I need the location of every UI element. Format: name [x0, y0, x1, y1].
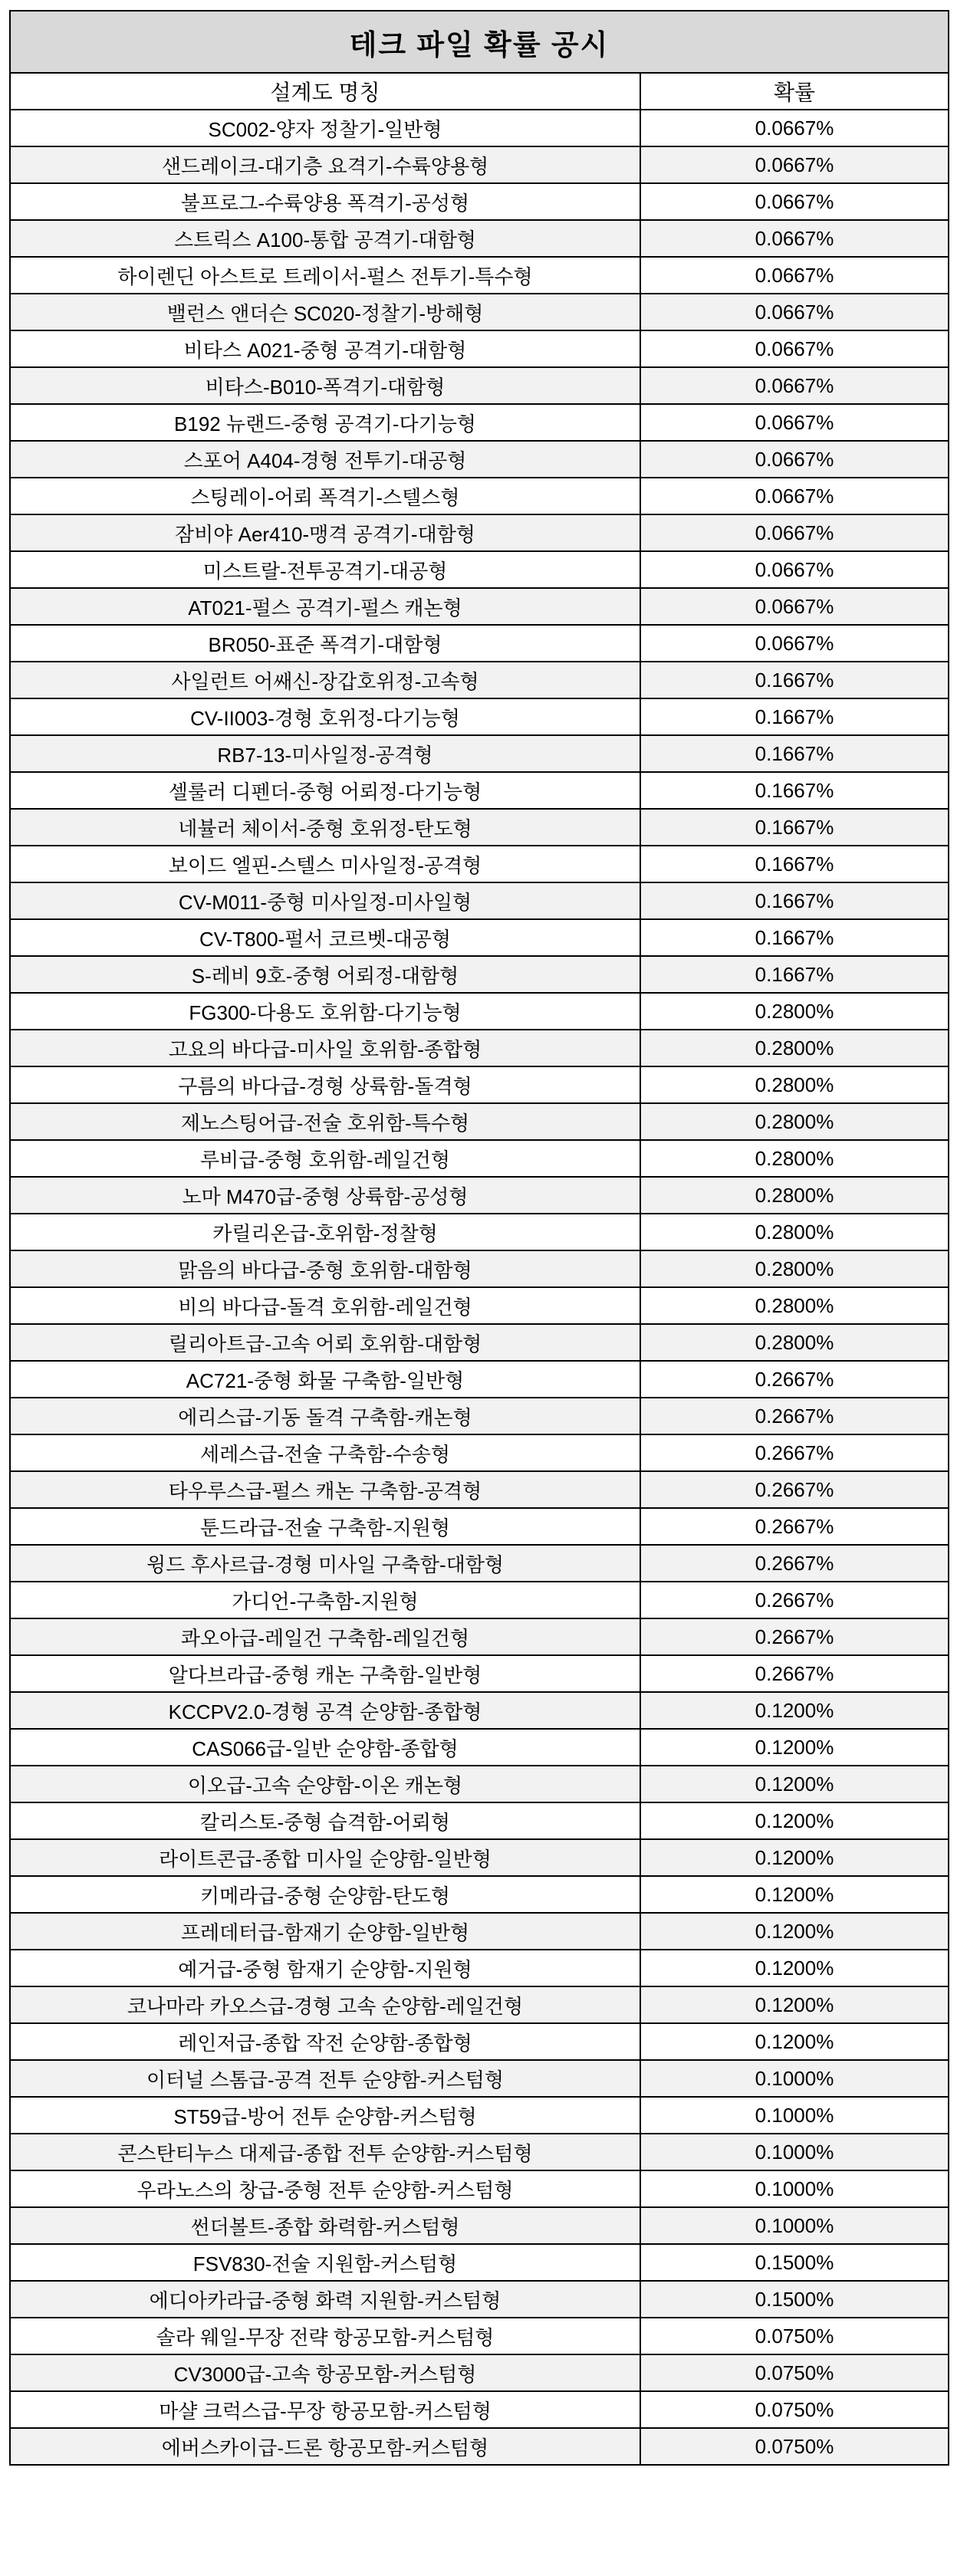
probability-cell: 0.0667% [640, 330, 949, 367]
table-row [10, 625, 949, 662]
column-header-probability: 확률 [640, 73, 949, 110]
table-row [10, 1913, 949, 1950]
blueprint-name-cell: RB7-13-미사일정-공격형 [10, 735, 640, 772]
table-row [10, 919, 949, 956]
blueprint-name-cell: 코나마라 카오스급-경형 고속 순양함-레일건형 [10, 1986, 640, 2023]
probability-cell: 0.0667% [640, 404, 949, 441]
table-row [10, 404, 949, 441]
table-row [10, 809, 949, 846]
probability-cell: 0.1200% [640, 1802, 949, 1839]
table-row [10, 1766, 949, 1802]
probability-cell: 0.1000% [640, 2207, 949, 2244]
blueprint-name-cell: 칼리스토-중형 습격함-어뢰형 [10, 1802, 640, 1839]
table-row [10, 2060, 949, 2097]
probability-cell: 0.2800% [640, 1140, 949, 1177]
probability-cell: 0.2800% [640, 1066, 949, 1103]
blueprint-name-cell: 타우루스급-펄스 캐논 구축함-공격형 [10, 1471, 640, 1508]
blueprint-name-cell: 툰드라급-전술 구축함-지원형 [10, 1508, 640, 1545]
probability-cell: 0.2800% [640, 1177, 949, 1214]
probability-cell: 0.2800% [640, 1030, 949, 1066]
probability-cell: 0.0667% [640, 588, 949, 625]
blueprint-name-cell: FG300-다용도 호위함-다기능형 [10, 993, 640, 1030]
table-row [10, 183, 949, 220]
blueprint-name-cell: AT021-펄스 공격기-펄스 캐논형 [10, 588, 640, 625]
probability-cell: 0.0667% [640, 478, 949, 514]
table-row [10, 257, 949, 294]
blueprint-name-cell: SC002-양자 정찰기-일반형 [10, 110, 640, 146]
probability-cell: 0.1667% [640, 956, 949, 993]
blueprint-name-cell: 키메라급-중형 순양함-탄도형 [10, 1876, 640, 1913]
table-row [10, 1030, 949, 1066]
blueprint-name-cell: 제노스팅어급-전술 호위함-특수형 [10, 1103, 640, 1140]
table-row [10, 1471, 949, 1508]
probability-cell: 0.2800% [640, 1103, 949, 1140]
probability-cell: 0.2800% [640, 1214, 949, 1250]
table-row [10, 1986, 949, 2023]
table-row [10, 2170, 949, 2207]
blueprint-name-cell: 라이트콘급-종합 미사일 순양함-일반형 [10, 1839, 640, 1876]
probability-cell: 0.1200% [640, 1729, 949, 1766]
blueprint-name-cell: 세레스급-전술 구축함-수송형 [10, 1434, 640, 1471]
table-row [10, 1839, 949, 1876]
blueprint-name-cell: 우라노스의 창급-중형 전투 순양함-커스텀형 [10, 2170, 640, 2207]
probability-cell: 0.1667% [640, 772, 949, 809]
probability-cell: 0.0667% [640, 625, 949, 662]
blueprint-name-cell: 마샬 크럭스급-무장 항공모함-커스텀형 [10, 2391, 640, 2428]
table-row [10, 1729, 949, 1766]
blueprint-name-cell: 스포어 A404-경형 전투기-대공형 [10, 441, 640, 478]
table-row [10, 1508, 949, 1545]
table-row [10, 2244, 949, 2281]
probability-cell: 0.2667% [640, 1545, 949, 1582]
blueprint-name-cell: 비의 바다급-돌격 호위함-레일건형 [10, 1287, 640, 1324]
blueprint-name-cell: KCCPV2.0-경형 공격 순양함-종합형 [10, 1692, 640, 1729]
blueprint-name-cell: AC721-중형 화물 구축함-일반형 [10, 1361, 640, 1398]
blueprint-name-cell: 샌드레이크-대기층 요격기-수륙양용형 [10, 146, 640, 183]
probability-cell: 0.0667% [640, 257, 949, 294]
table-row [10, 1582, 949, 1618]
table-row [10, 1066, 949, 1103]
table-row [10, 1140, 949, 1177]
blueprint-name-cell: 구름의 바다급-경형 상륙함-돌격형 [10, 1066, 640, 1103]
probability-cell: 0.1667% [640, 846, 949, 882]
probability-cell: 0.1200% [640, 1876, 949, 1913]
blueprint-name-cell: 셀룰러 디펜더-중형 어뢰정-다기능형 [10, 772, 640, 809]
table-row [10, 1692, 949, 1729]
table-row [10, 1177, 949, 1214]
probability-cell: 0.0667% [640, 441, 949, 478]
probability-cell: 0.2667% [640, 1655, 949, 1692]
blueprint-name-cell: 스팅레이-어뢰 폭격기-스텔스형 [10, 478, 640, 514]
blueprint-name-cell: 미스트랄-전투공격기-대공형 [10, 551, 640, 588]
blueprint-name-cell: 잠비야 Aer410-맹격 공격기-대함형 [10, 514, 640, 551]
table-row [10, 882, 949, 919]
probability-cell: 0.2800% [640, 993, 949, 1030]
blueprint-name-cell: 이오급-고속 순양함-이온 캐논형 [10, 1766, 640, 1802]
blueprint-name-cell: 에디아카라급-중형 화력 지원함-커스텀형 [10, 2281, 640, 2318]
blueprint-name-cell: CV-II003-경형 호위정-다기능형 [10, 698, 640, 735]
table-row [10, 146, 949, 183]
probability-cell: 0.2667% [640, 1398, 949, 1434]
probability-cell: 0.0667% [640, 183, 949, 220]
blueprint-name-cell: 에버스카이급-드론 항공모함-커스텀형 [10, 2428, 640, 2465]
blueprint-name-cell: 레인저급-종합 작전 순양함-종합형 [10, 2023, 640, 2060]
blueprint-name-cell: 고요의 바다급-미사일 호위함-종합형 [10, 1030, 640, 1066]
blueprint-name-cell: 릴리아트급-고속 어뢰 호위함-대함형 [10, 1324, 640, 1361]
table-row [10, 698, 949, 735]
probability-cell: 0.1000% [640, 2170, 949, 2207]
blueprint-name-cell: CV-T800-펄서 코르벳-대공형 [10, 919, 640, 956]
table-row [10, 551, 949, 588]
blueprint-name-cell: 솔라 웨일-무장 전략 항공모함-커스텀형 [10, 2318, 640, 2354]
probability-table [9, 10, 949, 2466]
probability-cell: 0.1000% [640, 2097, 949, 2134]
probability-cell: 0.1200% [640, 1950, 949, 1986]
table-row [10, 110, 949, 146]
probability-cell: 0.0667% [640, 146, 949, 183]
table-row [10, 2428, 949, 2465]
probability-cell: 0.1200% [640, 1692, 949, 1729]
probability-cell: 0.1667% [640, 735, 949, 772]
blueprint-name-cell: CV-M011-중형 미사일정-미사일형 [10, 882, 640, 919]
blueprint-name-cell: 콘스탄티누스 대제급-종합 전투 순양함-커스텀형 [10, 2134, 640, 2170]
table-row [10, 2318, 949, 2354]
blueprint-name-cell: BR050-표준 폭격기-대함형 [10, 625, 640, 662]
table-row [10, 478, 949, 514]
blueprint-name-cell: 루비급-중형 호위함-레일건형 [10, 1140, 640, 1177]
blueprint-name-cell: 노마 M470급-중형 상륙함-공성형 [10, 1177, 640, 1214]
table-row [10, 735, 949, 772]
table-row [10, 846, 949, 882]
blueprint-name-cell: 불프로그-수륙양용 폭격기-공성형 [10, 183, 640, 220]
table-row [10, 1214, 949, 1250]
probability-cell: 0.1667% [640, 662, 949, 698]
probability-cell: 0.0667% [640, 110, 949, 146]
probability-cell: 0.2667% [640, 1582, 949, 1618]
probability-cell: 0.1000% [640, 2060, 949, 2097]
probability-cell: 0.2800% [640, 1324, 949, 1361]
blueprint-name-cell: 하이렌딘 아스트로 트레이서-펄스 전투기-특수형 [10, 257, 640, 294]
probability-cell: 0.2667% [640, 1361, 949, 1398]
probability-cell: 0.1667% [640, 698, 949, 735]
probability-cell: 0.1200% [640, 1766, 949, 1802]
table-row [10, 330, 949, 367]
table-row [10, 2134, 949, 2170]
blueprint-name-cell: 비타스-B010-폭격기-대함형 [10, 367, 640, 404]
blueprint-name-cell: 맑음의 바다급-중형 호위함-대함형 [10, 1250, 640, 1287]
table-row [10, 1361, 949, 1398]
blueprint-name-cell: B192 뉴랜드-중형 공격기-다기능형 [10, 404, 640, 441]
table-row [10, 772, 949, 809]
table-row [10, 367, 949, 404]
table-row [10, 1398, 949, 1434]
column-header-name: 설계도 명칭 [10, 73, 640, 110]
blueprint-name-cell: FSV830-전술 지원함-커스텀형 [10, 2244, 640, 2281]
table-row [10, 514, 949, 551]
probability-cell: 0.0667% [640, 551, 949, 588]
blueprint-name-cell: 콰오아급-레일건 구축함-레일건형 [10, 1618, 640, 1655]
table-row [10, 1250, 949, 1287]
table-row [10, 662, 949, 698]
blueprint-name-cell: 사일런트 어쌔신-장갑호위정-고속형 [10, 662, 640, 698]
table-row [10, 1950, 949, 1986]
blueprint-name-cell: 이터널 스톰급-공격 전투 순양함-커스텀형 [10, 2060, 640, 2097]
probability-cell: 0.2667% [640, 1508, 949, 1545]
probability-cell: 0.0667% [640, 367, 949, 404]
probability-cell: 0.0667% [640, 514, 949, 551]
blueprint-name-cell: 프레데터급-함재기 순양함-일반형 [10, 1913, 640, 1950]
table-row [10, 588, 949, 625]
probability-cell: 0.1500% [640, 2244, 949, 2281]
blueprint-name-cell: 밸런스 앤더슨 SC020-정찰기-방해형 [10, 294, 640, 330]
table-row [10, 2281, 949, 2318]
table-row [10, 956, 949, 993]
probability-cell: 0.0750% [640, 2318, 949, 2354]
table-row [10, 1103, 949, 1140]
probability-cell: 0.2667% [640, 1471, 949, 1508]
blueprint-name-cell: 에리스급-기동 돌격 구축함-캐논형 [10, 1398, 640, 1434]
probability-cell: 0.0667% [640, 220, 949, 257]
page-title: 테크 파일 확률 공시 [10, 11, 949, 73]
probability-cell: 0.2800% [640, 1287, 949, 1324]
probability-cell: 0.1000% [640, 2134, 949, 2170]
table-row [10, 1618, 949, 1655]
probability-cell: 0.1667% [640, 919, 949, 956]
blueprint-name-cell: 비타스 A021-중형 공격기-대함형 [10, 330, 640, 367]
blueprint-name-cell: 예거급-중형 함재기 순양함-지원형 [10, 1950, 640, 1986]
table-row [10, 2391, 949, 2428]
blueprint-name-cell: 보이드 엘핀-스텔스 미사일정-공격형 [10, 846, 640, 882]
blueprint-name-cell: 카릴리온급-호위함-정찰형 [10, 1214, 640, 1250]
table-row [10, 2354, 949, 2391]
blueprint-name-cell: CV3000급-고속 항공모함-커스텀형 [10, 2354, 640, 2391]
probability-cell: 0.1200% [640, 1986, 949, 2023]
table-row [10, 1434, 949, 1471]
table-row [10, 1324, 949, 1361]
table-row [10, 1655, 949, 1692]
probability-cell: 0.0750% [640, 2391, 949, 2428]
table-row [10, 2023, 949, 2060]
probability-cell: 0.1500% [640, 2281, 949, 2318]
table-row [10, 1802, 949, 1839]
probability-cell: 0.1667% [640, 809, 949, 846]
probability-cell: 0.2800% [640, 1250, 949, 1287]
table-row [10, 1287, 949, 1324]
blueprint-name-cell: S-레비 9호-중형 어뢰정-대함형 [10, 956, 640, 993]
table-body [10, 110, 949, 2465]
table-row [10, 1876, 949, 1913]
table-row [10, 2207, 949, 2244]
table-row [10, 2097, 949, 2134]
blueprint-name-cell: 썬더볼트-종합 화력함-커스텀형 [10, 2207, 640, 2244]
blueprint-name-cell: 가디언-구축함-지원형 [10, 1582, 640, 1618]
probability-cell: 0.1667% [640, 882, 949, 919]
table-row [10, 1545, 949, 1582]
probability-cell: 0.1200% [640, 2023, 949, 2060]
probability-cell: 0.1200% [640, 1913, 949, 1950]
blueprint-name-cell: 알다브라급-중형 캐논 구축함-일반형 [10, 1655, 640, 1692]
probability-cell: 0.2667% [640, 1434, 949, 1471]
blueprint-name-cell: 윙드 후사르급-경형 미사일 구축함-대함형 [10, 1545, 640, 1582]
blueprint-name-cell: 스트릭스 A100-통합 공격기-대함형 [10, 220, 640, 257]
probability-cell: 0.0667% [640, 294, 949, 330]
blueprint-name-cell: 네뷸러 체이서-중형 호위정-탄도형 [10, 809, 640, 846]
probability-cell: 0.1200% [640, 1839, 949, 1876]
table-row [10, 220, 949, 257]
table-row [10, 441, 949, 478]
probability-sheet [9, 10, 948, 2466]
blueprint-name-cell: ST59급-방어 전투 순양함-커스텀형 [10, 2097, 640, 2134]
probability-cell: 0.2667% [640, 1618, 949, 1655]
table-row [10, 294, 949, 330]
probability-cell: 0.0750% [640, 2428, 949, 2465]
probability-cell: 0.0750% [640, 2354, 949, 2391]
blueprint-name-cell: CAS066급-일반 순양함-종합형 [10, 1729, 640, 1766]
table-row [10, 993, 949, 1030]
